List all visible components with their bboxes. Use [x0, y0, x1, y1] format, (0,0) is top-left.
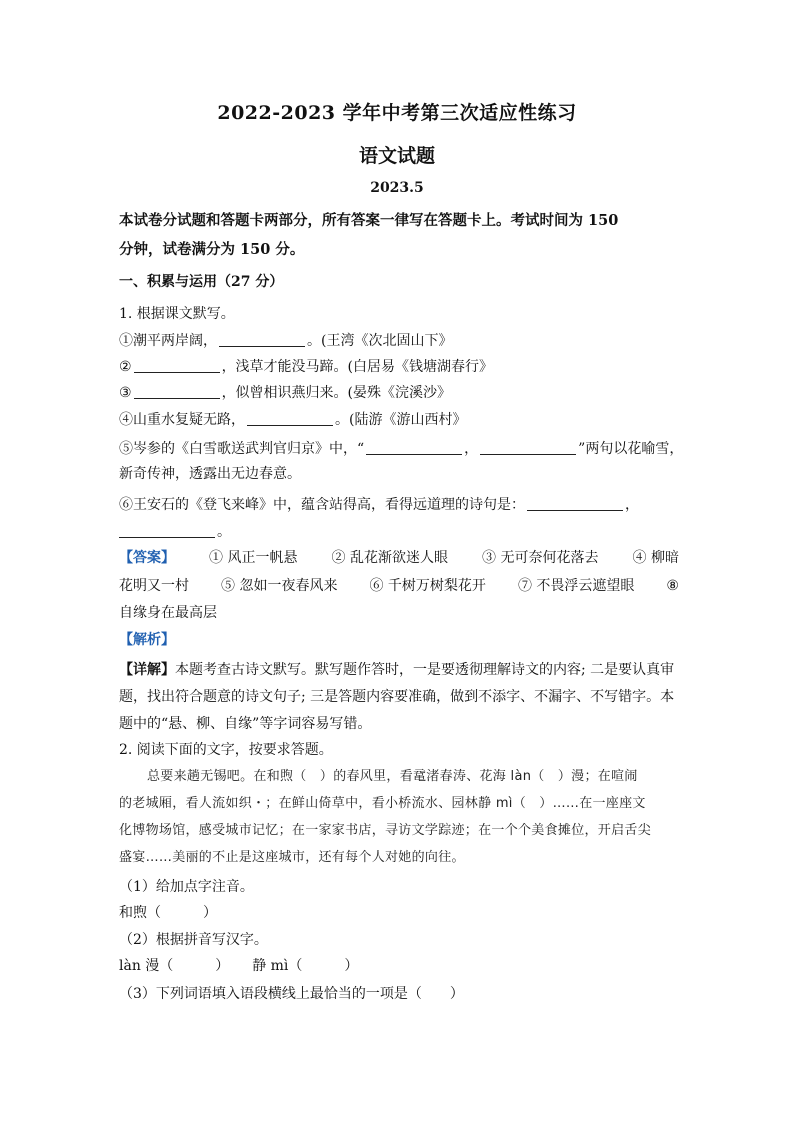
q2-sub-2-items: [119, 956, 679, 976]
answer-7: ⑦ 不畏浮云遮望眼: [517, 578, 635, 594]
q1-item-4-text: ④山重水复疑无路，: [119, 412, 245, 428]
answer-8-start: ⑧: [666, 578, 679, 594]
q1-item-5: [119, 439, 684, 459]
q1-item-6-text: ⑥王安石的《登飞来峰》中，蕴含站得高，看得远道理的诗句是：: [119, 497, 525, 513]
answer-blank: [366, 440, 462, 455]
reading-passage: [119, 763, 679, 871]
q2-prompt: 2. 阅读下面的文字，按要求答题。: [119, 742, 333, 758]
passage-text-1: 总要来趟无锡吧。在和煦（ ）的春风里，看鼋渚春涛、花海 làn（ ）漫；在喧闹: [147, 769, 638, 784]
passage-line-2: 的老城厢，看人流如织・；在鲜山倚草中，看小桥流水、园林静 mì（ ）……在一座座文: [119, 796, 646, 811]
detail-paragraph: [119, 657, 679, 738]
answer-blank: [527, 496, 623, 511]
answer-blank: [219, 332, 305, 347]
q1-prompt: 1. 根据课文默写。: [119, 306, 235, 322]
answer-blank: [480, 440, 576, 455]
q1-item-4: [119, 410, 679, 430]
passage-line-3: 化博物场馆，感受城市记忆；在一家家书店，寻访文学踪迹；在一个个美食摊位，开启舌尖: [119, 823, 652, 838]
q1-item-2-source: ，浅草才能没马蹄。(白居易《钱塘湖春行》: [221, 359, 494, 375]
answer-2: ② 乱花渐欲迷人眼: [331, 550, 448, 566]
q2-sub-2-item-2: 静 mì（ ）: [252, 958, 359, 974]
answer-4-start: ④ 柳暗: [632, 550, 679, 566]
answers-line-1: [119, 548, 679, 568]
comma: ，: [464, 441, 479, 457]
subject-title: 语文试题: [358, 145, 435, 167]
q2-sub-1-item: 和煦（ ）: [119, 905, 217, 921]
q2-sub-3: （3）下列词语填入语段横线上最恰当的一项是（ ）: [119, 986, 464, 1002]
exam-title: 2022-2023 学年中考第三次适应性练习: [217, 102, 577, 124]
q1-item-2: [119, 357, 679, 377]
answer-blank: [134, 384, 220, 399]
answers-line-3: 自缘身在最高层: [119, 605, 217, 621]
passage-line-1: [119, 763, 679, 790]
answer-4-end: 花明又一村: [119, 578, 189, 594]
q1-item-3: [119, 383, 679, 403]
answer-6: ⑥ 千树万树梨花开: [369, 578, 486, 594]
q2-sub-1: （1）给加点字注音。: [119, 879, 254, 895]
q2-sub-2-item-1: làn 漫（ ）: [119, 958, 230, 974]
section-heading: 一、积累与运用（27 分）: [119, 274, 284, 290]
passage-line-4: 盛宴……美丽的不止是这座城市，还有每个人对她的向往。: [119, 850, 465, 865]
q1-item-3-text: ③: [119, 385, 132, 401]
q1-item-6: [119, 495, 679, 515]
q1-item-3-source: ，似曾相识燕归来。(晏殊《浣溪沙》: [221, 385, 452, 401]
answer-tag: 【答案】: [119, 550, 175, 566]
answers-line-2: [119, 576, 679, 596]
answer-blank: [119, 523, 215, 538]
detail-text: 本题考查古诗文默写。默写题作答时，一是要透彻理解诗文的内容; 二是要认真审题，找出符合题意的诗文句子; 三是答题内容要准确，做到不添字、不漏字、不写错字。本题中的“悬、柳、自缘”等字词容易写错。: [119, 662, 675, 732]
q1-item-5-line-2: 新奇传神，透露出无边春意。: [119, 466, 301, 482]
answer-3: ③ 无可奈何花落去: [482, 550, 599, 566]
q2-sub-2: （2）根据拼音写汉字。: [119, 932, 268, 948]
q1-item-5-text: ⑤岑参的《白雪歌送武判官归京》中，“: [119, 441, 365, 457]
q1-item-2-text: ②: [119, 359, 132, 375]
q1-item-1: [119, 331, 679, 351]
analysis-tag: 【解析】: [119, 632, 175, 648]
q1-item-5-tail: ”两句以花喻雪，: [578, 441, 684, 457]
q1-item-1-text: ①潮平两岸阔，: [119, 333, 217, 349]
instructions-line-1: 本试卷分试题和答题卡两部分，所有答案一律写在答题卡上。考试时间为 150: [119, 212, 619, 229]
instructions-line-2: 分钟，试卷满分为 150 分。: [119, 241, 305, 258]
q1-item-1-source: 。(王湾《次北固山下》: [307, 333, 453, 349]
comma: ，: [625, 497, 639, 513]
exam-date: 2023.5: [370, 180, 424, 196]
q1-item-4-source: 。(陆游《游山西村》: [335, 412, 467, 428]
period: 。: [217, 524, 231, 540]
answer-1: ① 风正一帆悬: [209, 550, 298, 566]
detail-tag: 【详解】: [119, 662, 175, 678]
answer-5: ⑤ 忽如一夜春风来: [221, 578, 338, 594]
q1-item-6-line-2: [119, 522, 679, 542]
answer-blank: [134, 358, 220, 373]
answer-blank: [247, 411, 333, 426]
